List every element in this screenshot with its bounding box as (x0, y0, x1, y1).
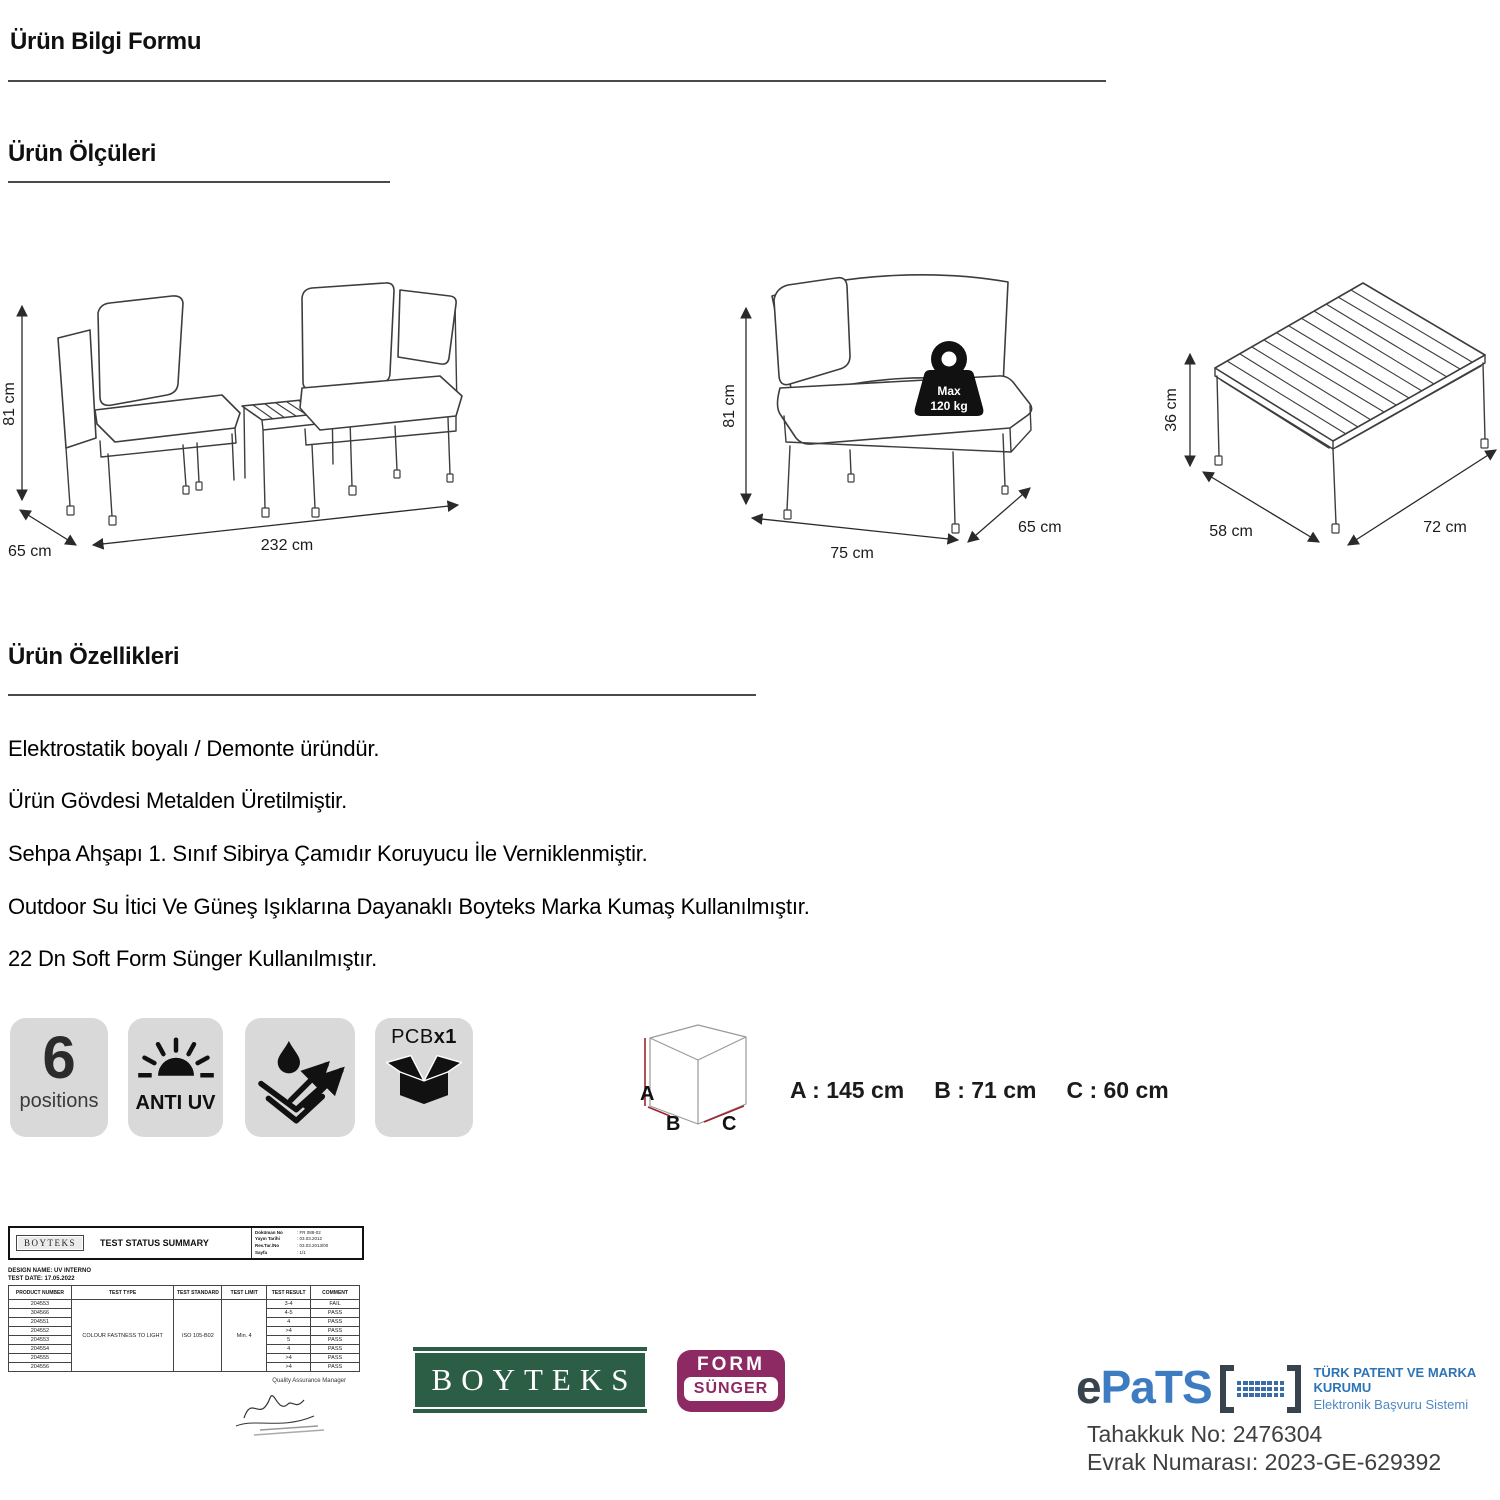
test-report-meta: Doküman No : FR 088-02 Yayın Tarihi : 03.03.2012 Rev.Tar./No : 03.03.2013/00 Sayfa : 1/1 (251, 1228, 362, 1258)
back-cushion (302, 283, 394, 389)
cube-label-a: A (640, 1083, 655, 1105)
section-title-features: Ürün Özellikleri (8, 643, 180, 670)
corner-chair-drawing (700, 258, 1100, 588)
section-title-dimensions: Ürün Ölçüleri (8, 140, 157, 167)
sofa-set-drawing (0, 258, 680, 588)
test-row: 204552 >4 PASS (9, 1327, 360, 1336)
feature-line: Ürün Gövdesi Metalden Üretilmiştir. (8, 788, 348, 813)
signature-caption: Quality Assurance Manager (272, 1378, 346, 1384)
test-report-header (8, 1226, 364, 1260)
max-weight-line2: 120 kg (930, 399, 968, 413)
feature-line: 22 Dn Soft Form Sünger Kullanılmıştır. (8, 946, 377, 971)
positions-count: 6 (42, 1024, 76, 1091)
dim-depth: 65 cm (8, 543, 52, 560)
test-row: 204556 >4 PASS (9, 1363, 360, 1372)
test-row: 204551 4 PASS (9, 1318, 360, 1327)
anti-uv-tile (128, 1018, 223, 1137)
epats-e: e (1076, 1361, 1101, 1413)
water-repellent-tile (245, 1018, 355, 1137)
left-bracket-icon (1220, 1365, 1234, 1413)
signature-icon (226, 1384, 336, 1440)
feature-line: Elektrostatik boyalı / Demonte üründür. (8, 736, 380, 761)
org-line2: Elektronik Başvuru Sistemi (1313, 1396, 1469, 1412)
evrak-no: Evrak Numarası: 2023-GE-629392 (1087, 1449, 1442, 1475)
feature-line: Sehpa Ahşapı 1. Sınıf Sibirya Çamıdır Koruyucu İle Verniklenmiştir. (8, 841, 648, 866)
test-row: 304566 4-5 PASS (9, 1309, 360, 1318)
back-cushion (774, 278, 850, 385)
back-cushion (98, 296, 183, 405)
boyteks-logo (413, 1347, 647, 1413)
package-cube-diagram (638, 1018, 758, 1136)
epats-logo (1076, 1360, 1500, 1414)
features-divider (8, 694, 756, 696)
coffee-table-drawing (1100, 258, 1500, 588)
test-report-title: TEST STATUS SUMMARY (100, 1238, 209, 1248)
test-date: TEST DATE: 17.05.2022 (8, 1276, 75, 1282)
dim-width: 232 cm (260, 537, 314, 554)
dimensions-divider (8, 181, 390, 183)
cube-label-b: B (666, 1113, 681, 1135)
form-logo-line2: SÜNGER (684, 1377, 778, 1401)
right-bracket-icon (1287, 1365, 1301, 1413)
feature-line: Outdoor Su İtici Ve Güneş Işıklarına Dayanaklı Boyteks Marka Kumaş Kullanılmıştır. (8, 894, 810, 919)
epats-pats: PaTS (1100, 1361, 1212, 1413)
box-icon (376, 1049, 472, 1111)
table-header-row: PRODUCT NUMBER TEST TYPE TEST STANDARD TEST LIMIT TEST RESULT COMMENT (9, 1286, 360, 1300)
dim-height: 36 cm (1163, 388, 1180, 432)
sun-icon (131, 1018, 221, 1092)
package-dimension-values (790, 1077, 1199, 1104)
tahakkuk-no: Tahakkuk No: 2476304 (1087, 1421, 1323, 1447)
package-dim-a: A : 145 cm (790, 1077, 905, 1103)
pcb-count-label: PCBx1 (391, 1026, 457, 1048)
package-dim-b: B : 71 cm (934, 1077, 1037, 1103)
chair-side-panel (58, 330, 96, 448)
test-row: 204554 4 PASS (9, 1345, 360, 1354)
dim-width: 75 cm (830, 545, 874, 562)
back-cushion-angled (398, 290, 456, 364)
design-name: DESIGN NAME: UV INTERNO (8, 1268, 92, 1274)
dim-height: 81 cm (721, 384, 738, 428)
test-row: 204555 >4 PASS (9, 1354, 360, 1363)
positions-tile (10, 1018, 108, 1137)
max-weight-line1: Max (937, 384, 961, 398)
form-sunger-logo (677, 1350, 785, 1412)
boyteks-header-logo: BOYTEKS (16, 1235, 84, 1251)
title-divider (8, 80, 1106, 82)
water-repellent-icon (248, 1026, 352, 1130)
form-logo-line1: FORM (697, 1354, 765, 1375)
dim-width: 72 cm (1423, 519, 1467, 536)
test-report (8, 1226, 364, 1445)
dim-height: 81 cm (1, 382, 18, 426)
package-tile (375, 1018, 473, 1137)
package-dim-c: C : 60 cm (1066, 1077, 1169, 1103)
page-title: Ürün Bilgi Formu (10, 28, 202, 55)
seat-cushion (778, 376, 1032, 444)
boyteks-logo-text: BOYTEKS (413, 1351, 647, 1409)
org-line1: TÜRK PATENT VE MARKA KURUMU (1313, 1364, 1476, 1395)
anti-uv-label: ANTI UV (135, 1092, 216, 1114)
test-results-table (8, 1285, 360, 1372)
dim-depth: 58 cm (1209, 523, 1253, 540)
dim-depth: 65 cm (1018, 519, 1062, 536)
test-row: 204553 COLOUR FASTNESS TO LIGHT ISO 105-B02 Min. 4 3-4 FAIL (9, 1300, 360, 1309)
test-row: 204553 5 PASS (9, 1336, 360, 1345)
keyboard-icon (1237, 1381, 1284, 1398)
cube-label-c: C (722, 1113, 737, 1135)
positions-label: positions (19, 1090, 99, 1112)
epats-org-text (1313, 1365, 1500, 1412)
